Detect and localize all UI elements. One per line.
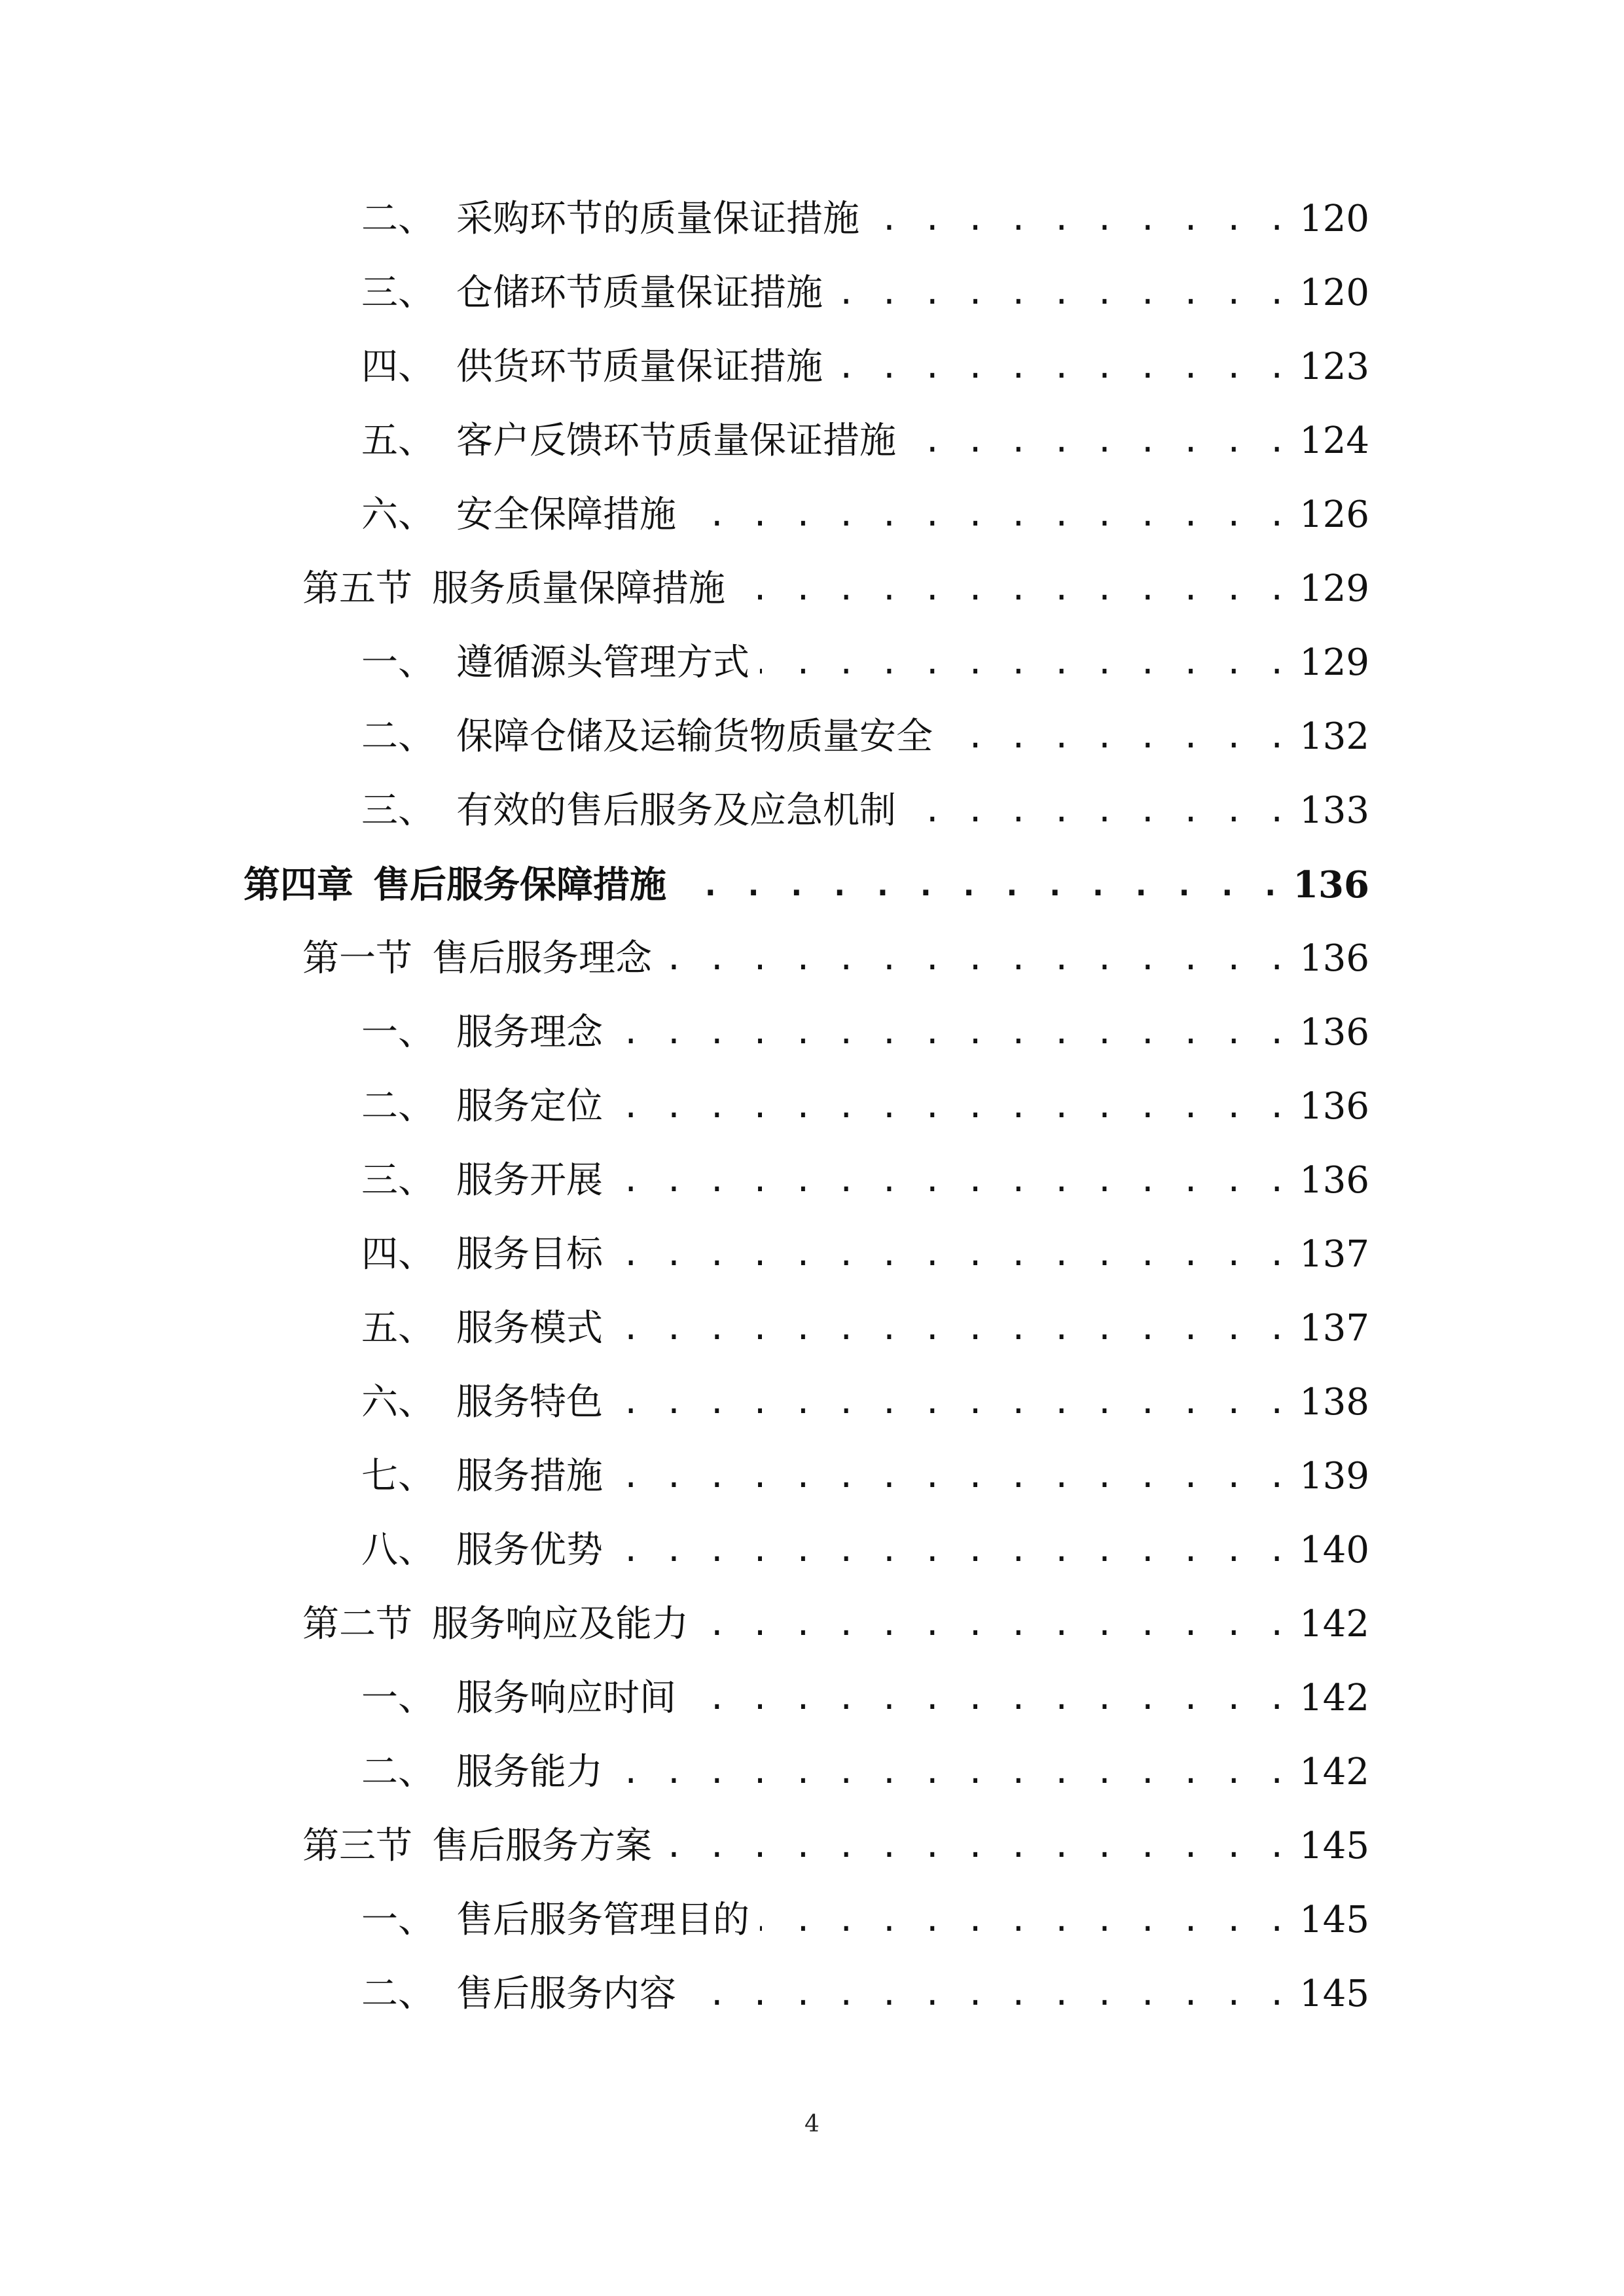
toc-dot-leader [613,1003,1289,1062]
toc-entry-number: 一、 [361,641,435,684]
toc-entry-page: 129 [1299,567,1369,610]
toc-entry-number: 二、 [361,715,435,758]
toc-entry-title: 安全保障措施 [456,493,676,536]
toc-entry-page: 145 [1299,1825,1369,1867]
toc-entry[interactable] [361,1965,1369,2024]
toc-entry-title: 售后服务管理目的 [456,1899,749,1941]
toc-entry[interactable] [361,781,1369,840]
toc-entry[interactable] [361,338,1369,397]
toc-entry[interactable] [302,560,1369,619]
toc-entry-title: 有效的售后服务及应急机制 [456,789,896,832]
toc-entry-number: 六、 [361,1381,435,1424]
toc-entry[interactable] [302,929,1369,988]
toc-entry-page: 136 [1299,937,1369,980]
toc-entry-page: 129 [1299,641,1369,684]
toc-entry-number: 第三节 [302,1825,412,1867]
toc-entry-number: 二、 [361,198,435,240]
toc-dot-leader [833,264,1289,323]
toc-dot-leader [699,1595,1289,1654]
toc-entry-title: 服务特色 [456,1381,603,1424]
toc-entry[interactable] [361,1521,1369,1580]
toc-entry[interactable] [302,1595,1369,1654]
toc-entry-page: 137 [1299,1233,1369,1276]
toc-entry-title: 服务定位 [456,1085,603,1128]
toc-dot-leader [687,1965,1289,2024]
toc-entry-number: 五、 [361,1307,435,1350]
toc-entry-number: 八、 [361,1529,435,1571]
toc-entry-number: 一、 [361,1677,435,1719]
toc-entry-page: 142 [1299,1677,1369,1719]
toc-entry-title: 服务理念 [456,1011,603,1054]
toc-entry-number: 二、 [361,1085,435,1128]
page-number: 4 [804,2111,820,2138]
toc-entry-number: 三、 [361,789,435,832]
toc-entry-page: 137 [1299,1307,1369,1350]
toc-entry-page: 136 [1299,1011,1369,1054]
toc-entry-page: 124 [1299,420,1369,462]
toc-entry-page: 120 [1299,272,1369,314]
toc-entry-page: 140 [1299,1529,1369,1571]
toc-entry-number: 四、 [361,1233,435,1276]
toc-entry-number: 七、 [361,1455,435,1498]
toc-entry-title: 保障仓储及运输货物质量安全 [456,715,933,758]
toc-entry[interactable] [361,1299,1369,1358]
toc-dot-leader [907,781,1289,840]
toc-entry-title: 售后服务内容 [456,1973,676,2015]
toc-entry-page: 142 [1299,1603,1369,1645]
toc-dot-leader [677,855,1282,914]
toc-dot-leader [613,1225,1289,1284]
toc-entry[interactable] [361,634,1369,692]
toc-entry-number: 一、 [361,1899,435,1941]
toc-entry-page: 136 [1299,1085,1369,1128]
toc-entry[interactable] [361,708,1369,766]
toc-entry-title: 服务优势 [456,1529,603,1571]
toc-entry[interactable] [361,1743,1369,1802]
toc-entry[interactable] [361,1003,1369,1062]
toc-entry[interactable] [361,1373,1369,1432]
toc-entry-title: 服务措施 [456,1455,603,1498]
toc-entry-page: 133 [1299,789,1369,832]
toc-entry-page: 123 [1299,346,1369,388]
toc-entry-title: 供货环节质量保证措施 [456,346,823,388]
toc-entry-number: 六、 [361,493,435,536]
toc-entry-number: 第五节 [302,567,412,610]
toc-dot-leader [833,338,1289,397]
toc-entry-title: 服务开展 [456,1159,603,1202]
toc-dot-leader [662,929,1289,988]
toc-entry-title: 服务模式 [456,1307,603,1350]
toc-entry-number: 二、 [361,1973,435,2015]
toc-entry-title: 遵循源头管理方式 [456,641,749,684]
toc-entry-page: 126 [1299,493,1369,536]
toc-entry-title: 服务响应时间 [456,1677,676,1719]
toc-entry-page: 145 [1299,1899,1369,1941]
toc-entry-page: 142 [1299,1751,1369,1793]
toc-entry-number: 第一节 [302,937,412,980]
toc-entry-number: 五、 [361,420,435,462]
toc-dot-leader [662,1817,1289,1876]
toc-entry[interactable] [361,1891,1369,1950]
toc-entry[interactable] [302,1817,1369,1876]
toc-entry-page: 136 [1293,863,1369,906]
toc-entry-title: 服务响应及能力 [432,1603,689,1645]
toc-entry-title: 服务目标 [456,1233,603,1276]
toc-entry-title: 售后服务方案 [432,1825,652,1867]
toc-entry-title: 仓储环节质量保证措施 [456,272,823,314]
toc-entry-chapter[interactable] [244,855,1369,914]
toc-entry-title: 服务质量保障措施 [432,567,725,610]
toc-entry-title: 售后服务理念 [432,937,652,980]
toc-entry-title: 服务能力 [456,1751,603,1793]
toc-entry-page: 138 [1299,1381,1369,1424]
toc-entry-page: 136 [1299,1159,1369,1202]
toc-entry[interactable] [361,1447,1369,1506]
toc-entry-number: 二、 [361,1751,435,1793]
toc-entry[interactable] [361,1669,1369,1728]
toc-entry[interactable] [361,412,1369,471]
toc-entry-page: 145 [1299,1973,1369,2015]
toc-entry-title: 客户反馈环节质量保证措施 [456,420,896,462]
toc-dot-leader [943,708,1289,766]
toc-dot-leader [687,1669,1289,1728]
toc-entry[interactable] [361,1151,1369,1210]
toc-dot-leader [613,1447,1289,1506]
toc-entry-page: 120 [1299,198,1369,240]
toc-entry[interactable] [361,264,1369,323]
toc-dot-leader [687,486,1289,545]
toc-entry[interactable] [361,190,1369,249]
toc-entry-number: 一、 [361,1011,435,1054]
toc-entry-page: 132 [1299,715,1369,758]
toc-entry[interactable] [361,1225,1369,1284]
toc-entry-title: 采购环节的质量保证措施 [456,198,859,240]
toc-dot-leader [613,1743,1289,1802]
toc-dot-leader [613,1373,1289,1432]
toc-dot-leader [613,1521,1289,1580]
toc-dot-leader [736,560,1289,619]
toc-dot-leader [613,1299,1289,1358]
toc-entry-number: 四、 [361,346,435,388]
toc-entry-number: 第四章 [244,863,353,906]
toc-entry-number: 三、 [361,272,435,314]
toc-dot-leader [907,412,1289,471]
toc-entry-number: 三、 [361,1159,435,1202]
toc-dot-leader [870,190,1289,249]
toc-dot-leader [760,1891,1289,1950]
toc-entry[interactable] [361,1077,1369,1136]
toc-entry-number: 第二节 [302,1603,412,1645]
toc-dot-leader [760,634,1289,692]
toc-entry-page: 139 [1299,1455,1369,1498]
toc-dot-leader [613,1077,1289,1136]
toc-dot-leader [613,1151,1289,1210]
toc-entry[interactable] [361,486,1369,545]
toc-entry-title: 售后服务保障措施 [373,863,666,906]
